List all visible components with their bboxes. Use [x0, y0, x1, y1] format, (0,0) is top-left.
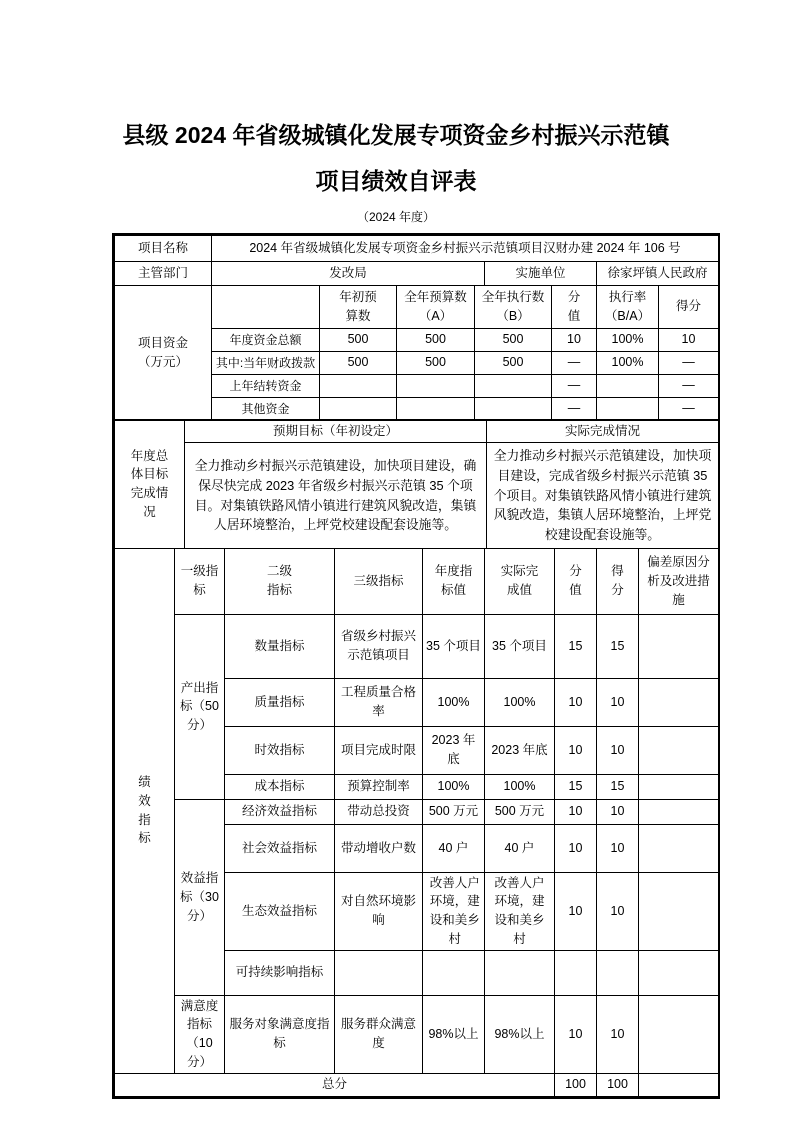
indicator-target: 改善人户环境，建设和美乡村 — [423, 872, 485, 950]
indicator-score-value: 10 — [555, 678, 597, 726]
title-line2: 项目绩效自评表 — [315, 168, 477, 194]
indicator-deviation — [639, 799, 719, 824]
impl-unit-label: 实施单位 — [485, 262, 597, 286]
indicator-score: 10 — [597, 872, 639, 950]
indicator-actual: 改善人户环境，建设和美乡村 — [485, 872, 555, 950]
funds-initial — [320, 397, 397, 420]
dept-value: 发改局 — [212, 262, 485, 286]
funds-executed — [475, 374, 552, 397]
table-row — [115, 1073, 719, 1096]
indicator-score: 10 — [597, 799, 639, 824]
indicator-target: 100% — [423, 774, 485, 799]
funds-header-executed: 全年执行数（B） — [475, 285, 552, 328]
indicator-score-value: 10 — [555, 799, 597, 824]
impl-unit-value: 徐家坪镇人民政府 — [597, 262, 719, 286]
indicators-header-actual: 实际完成值 — [485, 548, 555, 614]
indicator-level2: 时效指标 — [225, 726, 335, 774]
project-name-value: 2024 年省级城镇化发展专项资金乡村振兴示范镇项目汉财办建 2024 年 106 号 — [212, 236, 719, 262]
funds-row-label: 上年结转资金 — [212, 374, 320, 397]
indicator-target: 40 户 — [423, 824, 485, 872]
goal-actual-header: 实际完成情况 — [487, 420, 719, 443]
indicator-actual: 98%以上 — [485, 995, 555, 1073]
table-row — [115, 236, 719, 262]
indicator-target: 2023 年底 — [423, 726, 485, 774]
indicator-score-value: 15 — [555, 774, 597, 799]
indicator-deviation — [639, 726, 719, 774]
funds-initial: 500 — [320, 328, 397, 351]
funds-rate: 100% — [597, 328, 659, 351]
indicator-deviation — [639, 774, 719, 799]
indicator-actual: 100% — [485, 678, 555, 726]
indicator-level3: 项目完成时限 — [335, 726, 423, 774]
funds-annual — [397, 397, 475, 420]
indicator-target: 100% — [423, 678, 485, 726]
funds-score: — — [659, 351, 719, 374]
funds-header-initial: 年初预算数 — [320, 285, 397, 328]
indicator-actual: 35 个项目 — [485, 614, 555, 678]
table-row — [115, 443, 719, 549]
total-score: 100 — [597, 1073, 639, 1096]
indicator-score: 10 — [597, 726, 639, 774]
indicators-header-deviation: 偏差原因分析及改进措施 — [639, 548, 719, 614]
indicator-level3 — [335, 950, 423, 995]
indicator-score — [597, 950, 639, 995]
indicator-deviation — [639, 678, 719, 726]
funds-score-value: — — [552, 374, 597, 397]
indicator-score: 10 — [597, 678, 639, 726]
indicators-header-level2: 二级指标 — [225, 548, 335, 614]
indicator-group-satisfaction: 满意度指标（10 分） — [175, 995, 225, 1073]
indicator-group-benefit: 效益指标（30 分） — [175, 799, 225, 995]
funds-header-score: 得分 — [659, 285, 719, 328]
total-score-value: 100 — [555, 1073, 597, 1096]
indicator-target: 98%以上 — [423, 995, 485, 1073]
indicator-level2: 成本指标 — [225, 774, 335, 799]
funds-executed: 500 — [475, 328, 552, 351]
indicator-score: 15 — [597, 774, 639, 799]
funds-rate — [597, 397, 659, 420]
indicator-level3: 服务群众满意度 — [335, 995, 423, 1073]
indicator-level2: 生态效益指标 — [225, 872, 335, 950]
funds-score: 10 — [659, 328, 719, 351]
table-row — [115, 262, 719, 286]
indicator-level3: 带动增收户数 — [335, 824, 423, 872]
indicator-deviation — [639, 950, 719, 995]
indicator-score-value — [555, 950, 597, 995]
funds-header-rate: 执行率（B/A） — [597, 285, 659, 328]
funds-rate — [597, 374, 659, 397]
indicator-deviation — [639, 872, 719, 950]
indicator-score-value: 15 — [555, 614, 597, 678]
table-row — [115, 995, 719, 1073]
total-label: 总分 — [115, 1073, 555, 1096]
indicator-score: 10 — [597, 824, 639, 872]
funds-score-value: 10 — [552, 328, 597, 351]
indicators-header-score: 得分 — [597, 548, 639, 614]
project-name-label: 项目名称 — [115, 236, 212, 262]
funds-group-label: 项目资金（万元） — [115, 285, 212, 420]
indicator-level3: 对自然环境影响 — [335, 872, 423, 950]
indicator-score: 10 — [597, 995, 639, 1073]
funds-rate: 100% — [597, 351, 659, 374]
indicators-group-label: 绩效指标 — [115, 548, 175, 1073]
indicator-actual — [485, 950, 555, 995]
indicator-level3: 带动总投资 — [335, 799, 423, 824]
indicator-level3: 省级乡村振兴示范镇项目 — [335, 614, 423, 678]
indicator-actual: 500 万元 — [485, 799, 555, 824]
funds-section — [114, 285, 719, 421]
indicators-section — [114, 548, 719, 1097]
funds-initial — [320, 374, 397, 397]
funds-row-label: 年度资金总额 — [212, 328, 320, 351]
indicator-actual: 40 户 — [485, 824, 555, 872]
indicator-score-value: 10 — [555, 824, 597, 872]
funds-annual: 500 — [397, 351, 475, 374]
goal-expected-header: 预期目标（年初设定） — [185, 420, 487, 443]
indicator-actual: 100% — [485, 774, 555, 799]
info-section — [114, 235, 719, 286]
indicator-level3: 工程质量合格率 — [335, 678, 423, 726]
funds-empty-cell — [212, 285, 320, 328]
dept-label: 主管部门 — [115, 262, 212, 286]
indicator-deviation — [639, 824, 719, 872]
indicators-header-level1: 一级指标 — [175, 548, 225, 614]
funds-score: — — [659, 397, 719, 420]
goal-expected-text: 全力推动乡村振兴示范镇建设，加快项目建设，确保尽快完成 2023 年省级乡村振兴示范镇 35 个项目。对集镇铁路风情小镇进行建筑风貌改造，集镇人居环境整治，上坪党校建设配套设施等。 — [185, 443, 487, 549]
table-row — [115, 548, 719, 614]
indicator-score-value: 10 — [555, 726, 597, 774]
funds-score-value: — — [552, 351, 597, 374]
table-row — [115, 614, 719, 678]
funds-score-value: — — [552, 397, 597, 420]
indicator-level2: 质量指标 — [225, 678, 335, 726]
indicators-header-score-value: 分值 — [555, 548, 597, 614]
funds-annual: 500 — [397, 328, 475, 351]
indicators-header-target: 年度指标值 — [423, 548, 485, 614]
page-subtitle: （2024 年度） — [356, 210, 436, 224]
indicator-score-value: 10 — [555, 872, 597, 950]
funds-score: — — [659, 374, 719, 397]
goal-actual-text: 全力推动乡村振兴示范镇建设，加快项目建设，完成省级乡村振兴示范镇 35 个项目。对集镇铁路风情小镇进行建筑风貌改造，集镇人居环境整治，上坪党校建设配套设施等。 — [487, 443, 719, 549]
indicator-target — [423, 950, 485, 995]
indicator-deviation — [639, 614, 719, 678]
funds-initial: 500 — [320, 351, 397, 374]
total-deviation — [639, 1073, 719, 1096]
indicator-level2: 数量指标 — [225, 614, 335, 678]
goal-group-label: 年度总体目标完成情况 — [115, 420, 185, 549]
indicator-target: 500 万元 — [423, 799, 485, 824]
table-row — [115, 799, 719, 824]
indicators-header-level3: 三级指标 — [335, 548, 423, 614]
indicator-group-output: 产出指标（50 分） — [175, 614, 225, 799]
funds-row-label: 其中:当年财政拨款 — [212, 351, 320, 374]
funds-annual — [397, 374, 475, 397]
page-title — [0, 112, 792, 204]
funds-executed: 500 — [475, 351, 552, 374]
indicator-level2: 服务对象满意度指标 — [225, 995, 335, 1073]
indicator-level2: 经济效益指标 — [225, 799, 335, 824]
funds-executed — [475, 397, 552, 420]
indicator-level3: 预算控制率 — [335, 774, 423, 799]
funds-row-label: 其他资金 — [212, 397, 320, 420]
indicator-actual: 2023 年底 — [485, 726, 555, 774]
annual-goal-section — [114, 419, 719, 549]
table-row — [115, 285, 719, 328]
indicator-score-value: 10 — [555, 995, 597, 1073]
indicator-level2: 可持续影响指标 — [225, 950, 335, 995]
evaluation-table — [112, 233, 720, 1099]
table-row — [115, 420, 719, 443]
title-line1: 县级 2024 年省级城镇化发展专项资金乡村振兴示范镇 — [122, 122, 670, 148]
indicator-score: 15 — [597, 614, 639, 678]
indicator-deviation — [639, 995, 719, 1073]
funds-header-score-value: 分值 — [552, 285, 597, 328]
indicator-target: 35 个项目 — [423, 614, 485, 678]
funds-header-annual: 全年预算数（A） — [397, 285, 475, 328]
indicator-level2: 社会效益指标 — [225, 824, 335, 872]
